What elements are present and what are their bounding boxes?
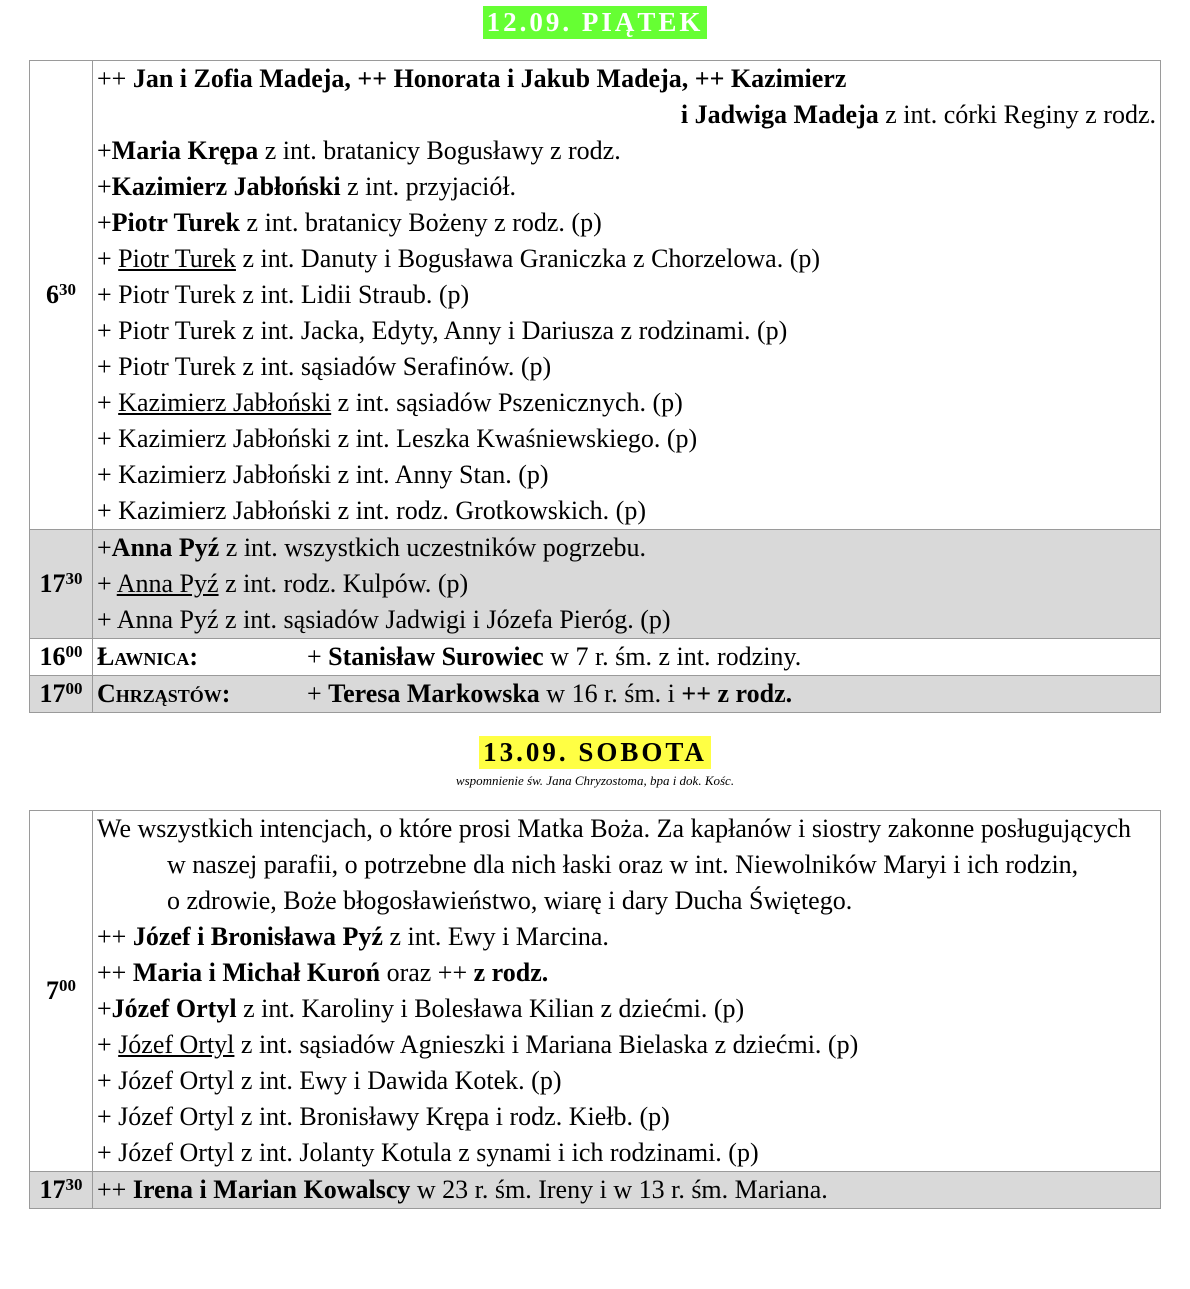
deceased-name-underlined: Piotr Turek: [118, 244, 236, 273]
place-name: Chrząstów:: [97, 679, 231, 708]
hour: 17: [39, 1175, 66, 1204]
intention-text: z int. Karoliny i Bolesława Kilian z dziećmi. (p): [236, 994, 745, 1023]
hour: 17: [39, 679, 66, 708]
prefix: +: [97, 569, 117, 598]
prefix: +: [97, 172, 112, 201]
minutes: 00: [65, 679, 83, 698]
deceased-name: Maria Krępa: [111, 136, 259, 165]
prefix: +: [97, 533, 112, 562]
intention-line: [97, 566, 1156, 602]
prefix: +: [307, 642, 329, 671]
deceased-name: Irena i Marian Kowalscy: [132, 1175, 411, 1204]
hour: 16: [39, 642, 66, 671]
minutes: 00: [65, 642, 83, 661]
day2-header: [0, 736, 1190, 789]
prefix: +: [97, 244, 119, 273]
intention-line: [97, 277, 1156, 313]
intention-text: z int. sąsiadów Pszenicznych. (p): [331, 388, 683, 417]
deceased-name-underlined: Józef Ortyl: [118, 1030, 235, 1059]
prefix: +: [97, 388, 119, 417]
intention-text: + Kazimierz Jabłoński z int. Anny Stan. (p): [97, 460, 549, 489]
intention-line: [97, 61, 1156, 97]
intention-text-2: w naszej parafii, o potrzebne dla nich łaski oraz w int. Niewolników Maryi i ich rodzin,: [167, 850, 1079, 879]
mass-time: [30, 1172, 93, 1209]
intention-line: [97, 530, 1156, 566]
intention-line: [97, 1135, 1156, 1171]
minutes: 30: [65, 1175, 83, 1194]
intention-text: z int. bratanicy Bogusławy z rodz.: [258, 136, 621, 165]
intention-text: z int. wszystkich uczestników pogrzebu.: [219, 533, 647, 562]
intentions-cell: [93, 639, 1161, 676]
intention-text: We wszystkich intencjach, o które prosi Matka Boża. Za kapłanów i siostry zakonne posługujących: [97, 814, 1132, 843]
intention-line: [97, 676, 1156, 712]
intention-line: [97, 955, 1156, 991]
deceased-name: Maria i Michał Kuroń: [132, 958, 381, 987]
intention-text: w 16 r. śm. i: [539, 679, 682, 708]
intention-line: [97, 1099, 1156, 1135]
intention-line: [97, 133, 1156, 169]
intention-text: + Piotr Turek z int. Jacka, Edyty, Anny i Dariusza z rodzinami. (p): [97, 316, 788, 345]
intention-text: z int. sąsiadów Agnieszki i Mariana Bielaska z dziećmi. (p): [234, 1030, 859, 1059]
intention-text: z int. Ewy i Marcina.: [382, 922, 609, 951]
intention-line: [97, 241, 1156, 277]
intention-bold: ++ z rodz.: [681, 679, 793, 708]
deceased-name: Jan i Zofia Madeja, ++ Honorata i Jakub Madeja, ++ Kazimierz: [132, 64, 847, 93]
day2-schedule-table: [29, 810, 1161, 1209]
deceased-name: Stanisław Surowiec: [328, 642, 544, 671]
prefix: ++: [97, 1175, 133, 1204]
prefix: ++: [97, 64, 133, 93]
mass-row-1600: [30, 639, 1161, 676]
intention-text: z int. bratanicy Bożeny z rodz. (p): [240, 208, 602, 237]
intention-text: + Anna Pyź z int. sąsiadów Jadwigi i Józefa Pieróg. (p): [97, 605, 671, 634]
day2-title: 13.09. SOBOTA: [479, 736, 711, 769]
intention-text: w 7 r. śm. z int. rodziny.: [543, 642, 802, 671]
minutes: 30: [59, 280, 76, 299]
intention-line: [97, 97, 1156, 133]
prefix: +: [307, 679, 329, 708]
mass-row-0630: [30, 61, 1161, 530]
intention-line: [97, 1172, 1156, 1208]
prefix: ++: [97, 922, 133, 951]
intention-line: [97, 457, 1156, 493]
hour: 7: [46, 976, 59, 1005]
intentions-list: [97, 530, 1156, 638]
intention-text: + Józef Ortyl z int. Bronisławy Krępa i rodz. Kiełb. (p): [97, 1102, 670, 1131]
hour: 17: [39, 569, 66, 598]
mass-time: [30, 639, 93, 676]
intention-text: + Józef Ortyl z int. Ewy i Dawida Kotek. (p): [97, 1066, 562, 1095]
intention-line: [97, 169, 1156, 205]
intention-text: + Piotr Turek z int. sąsiadów Serafinów. (p): [97, 352, 552, 381]
place-name: Ławnica:: [97, 642, 199, 671]
intention-text: z int. córki Reginy z rodz.: [878, 100, 1156, 129]
intention-line: [97, 421, 1156, 457]
intention-text: oraz ++: [380, 958, 474, 987]
prefix: +: [97, 994, 112, 1023]
mass-row-1700: [30, 676, 1161, 713]
intentions-cell: [93, 811, 1161, 1172]
mass-time: [30, 530, 93, 639]
day1-header: [0, 6, 1190, 39]
intention-line: [97, 639, 1156, 675]
mass-row-1730: [30, 530, 1161, 639]
intention-text-3: o zdrowie, Boże błogosławieństwo, wiarę i dary Ducha Świętego.: [167, 886, 853, 915]
general-intention: [97, 811, 1156, 919]
day1-title: 12.09. PIĄTEK: [483, 6, 708, 39]
prefix: +: [97, 136, 112, 165]
minutes: 00: [59, 976, 76, 995]
prefix: +: [97, 208, 112, 237]
intention-line: [97, 493, 1156, 529]
intention-line: [97, 205, 1156, 241]
deceased-name: Anna Pyź: [111, 533, 220, 562]
day2-subtitle: wspomnienie św. Jana Chryzostoma, bpa i dok. Kośc.: [455, 773, 735, 788]
minutes: 30: [65, 569, 83, 588]
intention-text: + Kazimierz Jabłoński z int. rodz. Grotkowskich. (p): [97, 496, 646, 525]
intention-text: + Józef Ortyl z int. Jolanty Kotula z synami i ich rodzinami. (p): [97, 1138, 759, 1167]
intentions-list: [97, 61, 1156, 529]
intention-text: z int. Danuty i Bogusława Graniczka z Chorzelowa. (p): [235, 244, 821, 273]
mass-time: [30, 676, 93, 713]
deceased-name-underlined: Kazimierz Jabłoński: [118, 388, 332, 417]
deceased-name-underlined: Anna Pyź: [116, 569, 219, 598]
mass-row-0700: [30, 811, 1161, 1172]
mass-time: [30, 811, 93, 1172]
intention-line: [97, 349, 1156, 385]
intention-line: [97, 991, 1156, 1027]
intention-line: [97, 919, 1156, 955]
deceased-name: Kazimierz Jabłoński: [111, 172, 341, 201]
intention-text: z int. rodz. Kulpów. (p): [218, 569, 469, 598]
mass-row-1730-sat: [30, 1172, 1161, 1209]
deceased-name: Józef i Bronisława Pyź: [132, 922, 383, 951]
intention-line: [97, 313, 1156, 349]
intention-text: z int. przyjaciół.: [340, 172, 517, 201]
day1-schedule-table: [29, 60, 1161, 713]
intentions-cell: [93, 530, 1161, 639]
intention-line: [97, 602, 1156, 638]
intention-text: + Piotr Turek z int. Lidii Straub. (p): [97, 280, 470, 309]
intention-bold: z rodz.: [473, 958, 549, 987]
deceased-name: Józef Ortyl: [111, 994, 237, 1023]
intention-line: [97, 385, 1156, 421]
mass-time: [30, 61, 93, 530]
intentions-list: [97, 919, 1156, 1171]
intentions-cell: [93, 676, 1161, 713]
intentions-cell: [93, 1172, 1161, 1209]
intention-text: + Kazimierz Jabłoński z int. Leszka Kwaśniewskiego. (p): [97, 424, 698, 453]
prefix: ++: [97, 958, 133, 987]
deceased-name: Teresa Markowska: [328, 679, 540, 708]
hour: 6: [46, 280, 59, 309]
intentions-cell: [93, 61, 1161, 530]
intention-line: [97, 1063, 1156, 1099]
deceased-name: Piotr Turek: [111, 208, 241, 237]
intention-line: [97, 1027, 1156, 1063]
intention-text: w 23 r. śm. Ireny i w 13 r. śm. Mariana.: [410, 1175, 828, 1204]
deceased-name: i Jadwiga Madeja: [680, 100, 879, 129]
prefix: +: [97, 1030, 119, 1059]
